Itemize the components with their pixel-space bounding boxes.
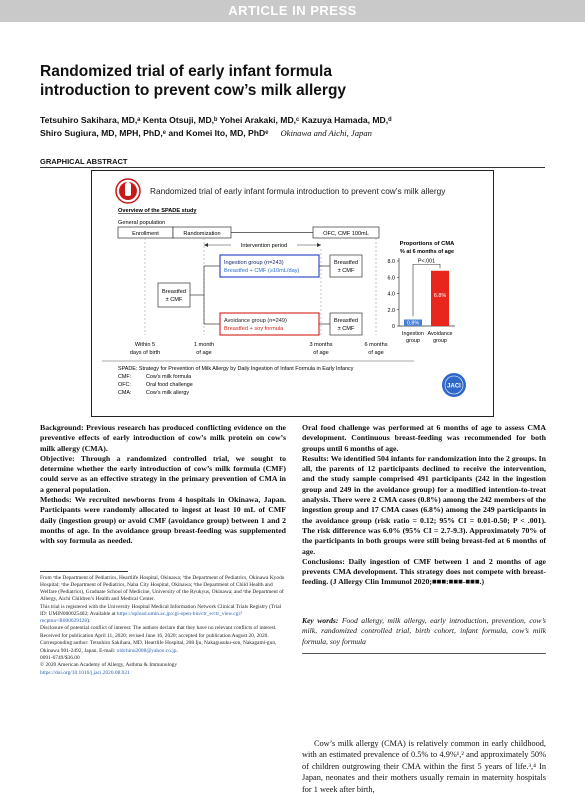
footnote-corresponding: Corresponding author: Tetsuhiro Sakihara, MD, Heartlife Hospital, 208 Iju, Nakagusuku-son, Nakagami-gun, Okinawa 901-2492, Japan. E-mail: oldchinu2008@yahoo.co.jp. [40, 640, 277, 654]
breastfed-start-label: Breastfed [162, 289, 186, 295]
baby-bottle-icon [116, 179, 140, 203]
doi-link[interactable]: https://doi.org/10.1016/j.jaci.2020.08.021 [40, 669, 130, 676]
chart-category-label: Avoidance [427, 331, 453, 337]
legend-cmf-key: CMF: [118, 374, 132, 380]
author-location: Okinawa and Aichi, Japan [280, 128, 372, 138]
legend-cmf-value: Cow’s milk formula [146, 374, 192, 380]
keywords-rule [302, 653, 546, 654]
legend-cma-value: Cow’s milk allergy [146, 390, 190, 396]
chart-title: Proportions of CMA [399, 241, 455, 247]
abstract-objective [40, 454, 286, 495]
graphical-abstract [91, 170, 494, 417]
cma-bar-chart [388, 241, 456, 344]
footnote-trial-text: This trial is registered with the University Hospital Medical Information Network Clinical Trials Registry (Trial ID: UMIN000025402; Available at [40, 603, 282, 617]
intervention-period-label: Intervention period [240, 243, 288, 249]
results-heading: Results: [302, 453, 329, 463]
randomization-label: Randomization [183, 231, 221, 237]
objective-heading: Objective: [40, 453, 75, 463]
corresponding-author-text: Corresponding author: Tetsuhiro Sakihara, MD, Heartlife Hospital, 208 Iju, Nakagusuku-son, Nakagami-gun, Okinawa 901-2492, Japan. E-mail: [40, 640, 277, 654]
legend-spade: SPADE: Strategy for Prevention of Milk Allergy by Daily Ingestion of Infant Formula in Early Infancy [118, 366, 354, 372]
graphical-abstract-figure [92, 171, 493, 416]
trial-registry-link[interactable]: https://upload.umin.ac.jp/cgi-open-bin/ctr_e/ctr_view.cgi?recptno=R000029128 [40, 610, 243, 624]
breastfed-start-cmf: ± CMF [165, 297, 183, 303]
chart-category-label: group [433, 338, 447, 344]
keywords-heading: Key words: [302, 616, 339, 625]
breastfed-start-box [158, 283, 190, 307]
title-line-1: Randomized trial of early infant formula [40, 63, 332, 80]
legend-ofc-value: Oral food challenge [146, 382, 193, 388]
graphical-abstract-rule [40, 167, 545, 168]
ingestion-group-label: Ingestion group (n=243) [224, 260, 284, 266]
conclusions-text: Daily ingestion of CMF between 1 and 2 months of age prevents CMA development. This strategy does not compete with breast-feeding. (J Allergy Clin Immunol 2020;■■■:■■■-■■■.) [302, 556, 547, 587]
avoidance-group-detail: Breastfed + soy formula [224, 326, 284, 332]
chart-category-label: group [406, 338, 420, 344]
title-line-2: introduction to prevent cow’s milk allergy [40, 82, 347, 99]
timepoint-6months-2: of age [368, 350, 384, 356]
abstract-left-column [40, 423, 286, 547]
abstract-methods [40, 495, 286, 546]
breastfed-ingestion-label: Breastfed [334, 260, 358, 266]
chart-subtitle: % at 6 months of age [400, 249, 454, 255]
article-title [40, 62, 540, 100]
graphical-abstract-label: GRAPHICAL ABSTRACT [40, 157, 128, 166]
objective-text: Through a randomized controlled trial, we sought to determine whether the early introduction of cow’s milk formula (CMF) could serve as an effective strategy in the primary prevention of CMA in a general population. [40, 453, 286, 494]
background-heading: Background: [40, 423, 84, 432]
jaci-logo-text: JACI [447, 383, 461, 390]
chart-p-value: P<.001 [417, 258, 436, 265]
footnote-copyright: © 2020 American Academy of Allergy, Asthma & Immunology [40, 662, 178, 669]
timepoint-birth-1: Within 5 [134, 342, 156, 348]
enrollment-label: Enrollment [132, 231, 159, 237]
footnote-received: Received for publication April 11, 2020; revised June 16, 2020; accepted for publication August 20, 2020. [40, 632, 269, 639]
jaci-logo [442, 373, 466, 397]
footnote-disclosure: Disclosure of potential conflict of interest: The authors declare that they have no relevant conflicts of interest. [40, 625, 277, 632]
chart-y-tick-label: 6.0 [387, 275, 395, 282]
timepoint-1month-1: 1 month [193, 342, 215, 348]
methods-text: We recruited newborns from 4 hospitals in Okinawa, Japan. Participants were randomly allocated to ingest at least 10 mL of CMF daily (ingestion group) or avoid CMF (avoidance group) between 1 and 2 months of age. In the avoidance group breast-feeding was supplemented with soy formula as needed. [40, 495, 286, 546]
chart-y-tick-label: 8.0 [387, 259, 395, 265]
legend-cma-key: CMA: [118, 390, 132, 396]
background-text: Previous research has produced conflicting evidence on the preventive effects of early introduction of cow’s milk protein on cow’s milk allergy (CMA). [40, 423, 287, 453]
conclusions-heading: Conclusions: [302, 556, 345, 566]
timepoint-3months-2: of age [313, 350, 329, 356]
authors-line-1: Tetsuhiro Sakihara, MD,ᵃ Kenta Otsuji, MD,ᵇ Yohei Arakaki, MD,ᶜ Kazuya Hamada, MD,ᵈ [40, 115, 392, 125]
intro-paragraph: Cow’s milk allergy (CMA) is relatively common in early childhood, with an estimated prevalence of 0.5% to 4.9%¹,² and approximately 50% of children outgrowing their CMA within the first 5 years of life.³,⁴ In Japan, neonates and their mothers usually remain in maternity hospitals for 1 week after birth, [302, 739, 546, 794]
methods-heading: Methods: [40, 495, 72, 505]
timepoint-6months-1: 6 months [364, 342, 388, 348]
chart-y-tick-label: 2.0 [387, 307, 395, 314]
chart-y-tick-label: 4.0 [387, 291, 395, 298]
ga-overview: Overview of the SPADE study [118, 208, 197, 214]
ingestion-group-detail: Breastfed + CMF (≥10mL/day) [224, 268, 300, 274]
ga-general-population: General population [118, 220, 166, 226]
footnote-trial: This trial is registered with the University Hospital Medical Information Network Clinical Trials Registry (Trial ID: UMIN000025402; Available at https://upload.umin.ac.jp/cgi-open-bin/ctr_e/ctr_view.cgi?recptno=R000029128). [40, 603, 282, 624]
abstract-right-column [302, 423, 546, 588]
results-text: We identified 504 infants for randomization into the 2 groups. In all, the parents of 12 participants declined to receive the intervention, and the study sample comprised 491 participants (242 in the ingestion group and 249 in the avoidance group) for a modified intention-to-treat analysis. There were 2 CMA cases (0.8%) among the 242 members of the ingestion group and 17 CMA cases (6.8%) among the 249 participants in the avoidance group (risk ratio = 0.12; 95% CI = 0.01-0.50; P < .001). The risk difference was 6.0% (95% CI = 2.7-9.3). Approximately 70% of the participants in both groups were still being breast-fed at 6 months of age. [302, 453, 546, 556]
ofc-label: OFC, CMF 100mL [323, 231, 369, 237]
footnote-rule [40, 571, 128, 572]
chart-data-label: 0.8% [406, 320, 420, 327]
chart-category-label: Ingestion [402, 331, 424, 337]
footnote-issn: 0091-6749/$36.00 [40, 654, 80, 661]
keywords [302, 616, 546, 647]
article-in-press-banner: ARTICLE IN PRESS [0, 0, 585, 22]
footnotes [40, 575, 286, 677]
abstract-results [302, 454, 546, 557]
chart-data-label: 6.8% [433, 292, 447, 299]
methods-continued: Oral food challenge was performed at 6 months of age to assess CMA development. Continuous breast-feeding was recommended for both groups until 6 months of age. [302, 423, 546, 453]
footnote-affiliations: From ᵃthe Department of Pediatrics, Heartlife Hospital, Okinawa; ᵇthe Department of Pediatrics, Okinawa Kyodo Hospital; ᶜthe Department of Pediatrics, Naha City Hospital, Okinawa; ᵈthe Department of Child Health and Welfare (Pediatrics), Graduate School of Medicine, University of the Ryukyus, Okinawa; and ᵉthe Department of Allergy, Aichi Children’s Health and Medical Center. [40, 575, 285, 603]
breastfed-avoidance-label: Breastfed [334, 318, 358, 324]
keywords-text: Food allergy, milk allergy, early introduction, prevention, cow’s milk, randomized controlled trial, birth cohort, infant formula, cow’s milk formula, soy formula [302, 616, 547, 646]
timepoint-3months-1: 3 months [309, 342, 333, 348]
corresponding-email-link[interactable]: oldchinu2008@yahoo.co.jp [116, 647, 177, 654]
avoidance-group-label: Avoidance group (n=249) [224, 318, 287, 324]
timepoint-birth-2: days of birth [129, 350, 161, 356]
ga-heading: Randomized trial of early infant formula introduction to prevent cow’s milk allergy [150, 186, 446, 196]
legend-ofc-key: OFC: [118, 382, 131, 388]
timepoint-1month-2: of age [196, 350, 212, 356]
abstract-conclusions [302, 557, 546, 588]
author-list [40, 114, 550, 140]
breastfed-avoidance-cmf: ± CMF [337, 326, 355, 332]
chart-y-tick-label: 0 [392, 324, 395, 330]
authors-line-2-wrap [40, 127, 550, 140]
breastfed-ingestion-cmf: ± CMF [337, 268, 355, 274]
abstract-background [40, 423, 286, 454]
authors-line-2: Shiro Sugiura, MD, MPH, PhD,ᵉ and Komei Ito, MD, PhDᵉ [40, 128, 269, 138]
